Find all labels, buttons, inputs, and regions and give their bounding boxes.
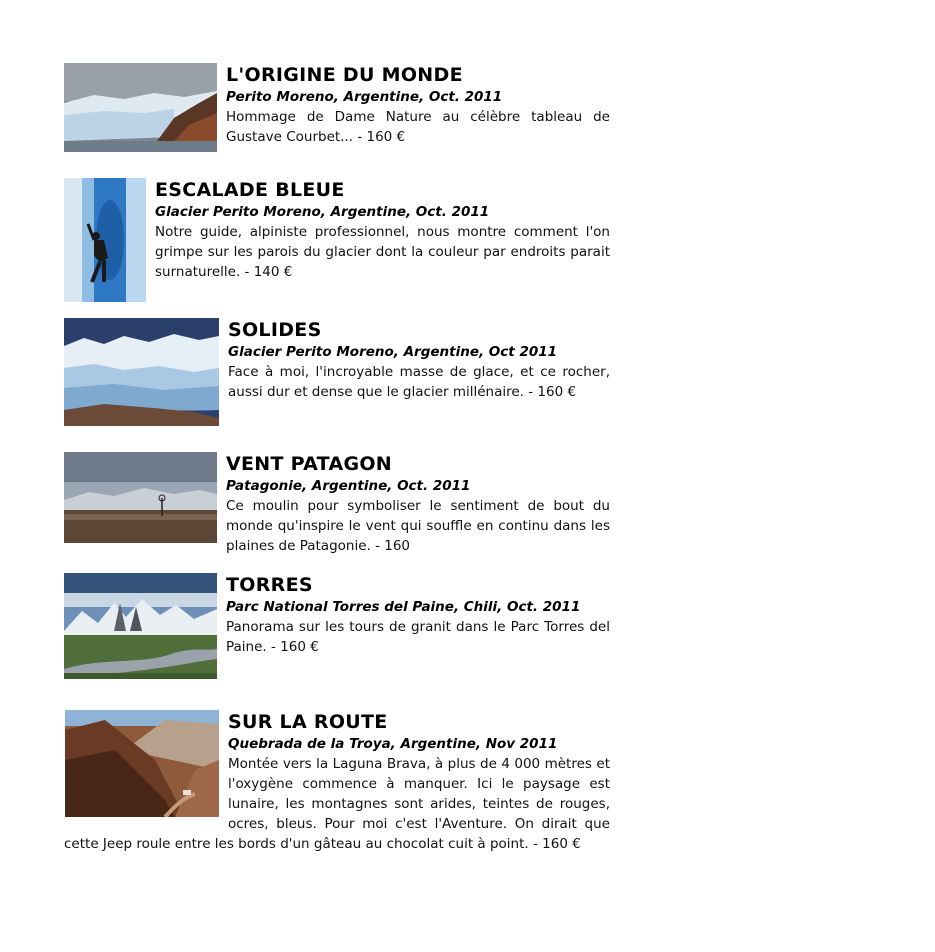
entry-title: VENT PATAGON (226, 453, 393, 475)
entry-sur-la-route (64, 710, 610, 854)
entry-title: SOLIDES (228, 319, 322, 341)
entry-solides (64, 318, 610, 426)
entry-l-origine-du-monde (64, 63, 610, 152)
mountain-towers-photo (64, 573, 217, 679)
entry-subtitle: Patagonie, Argentine, Oct. 2011 (226, 478, 471, 494)
glacier-photo (64, 63, 217, 152)
entry-torres (64, 573, 610, 679)
entry-description: Hommage de Dame Nature au célèbre tableau de Gustave Courbet... - 160 € (226, 109, 610, 145)
windmill-plain-photo (64, 452, 217, 543)
entry-subtitle: Glacier Perito Moreno, Argentine, Oct 2011 (228, 344, 558, 360)
entry-description: Montée vers la Laguna Brava, à plus de 4 000 mètres et l'oxygène commence à manquer. Ici le paysage est lunaire, les montagnes sont arides, teintes de rouges, ocres, bleus. Pour moi c'est l'Aventure. On dirait que cette Jeep roule entre les bords d'un gâteau au chocolat cuit à point. - 160 € (64, 756, 610, 852)
entry-title: TORRES (226, 574, 313, 596)
ice-climber-photo (64, 178, 146, 302)
mountain-road-photo (65, 710, 219, 817)
entry-title: ESCALADE BLEUE (155, 179, 345, 201)
entry-subtitle: Parc National Torres del Paine, Chili, Oct. 2011 (226, 599, 581, 615)
entry-subtitle: Perito Moreno, Argentine, Oct. 2011 (226, 89, 503, 105)
entry-title: L'ORIGINE DU MONDE (226, 64, 463, 86)
entry-title: SUR LA ROUTE (228, 711, 388, 733)
entry-vent-patagon (64, 452, 610, 556)
entry-subtitle: Quebrada de la Troya, Argentine, Nov 2011 (228, 736, 558, 752)
entry-subtitle: Glacier Perito Moreno, Argentine, Oct. 2011 (155, 204, 490, 220)
glacier-wall-photo (64, 318, 219, 426)
entry-description: Panorama sur les tours de granit dans le Parc Torres del Paine. - 160 € (226, 619, 610, 655)
entry-description: Face à moi, l'incroyable masse de glace, et ce rocher, aussi dur et dense que le glacier millénaire. - 160 € (228, 364, 610, 400)
entry-description: Ce moulin pour symboliser le sentiment de bout du monde qu'inspire le vent qui souffle en continu dans les plaines de Patagonie. - 160 (226, 498, 610, 554)
entry-description: Notre guide, alpiniste professionnel, nous montre comment l'on grimpe sur les parois du glacier dont la couleur par endroits parait surnaturelle. - 140 € (155, 224, 610, 280)
entry-escalade-bleue (64, 178, 610, 302)
